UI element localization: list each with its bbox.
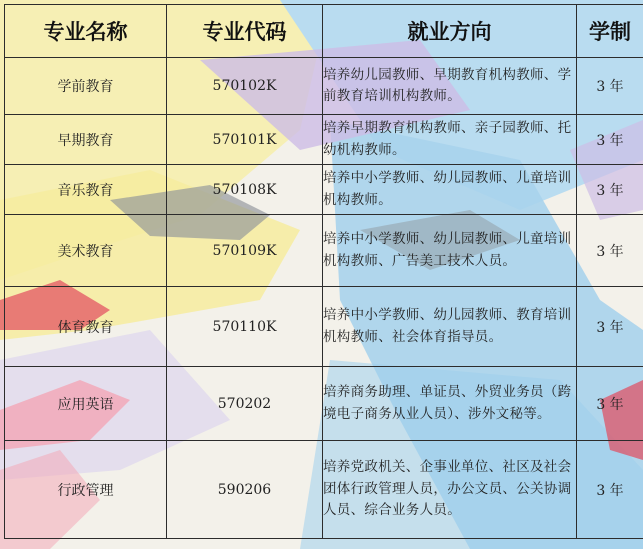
major-table [4,4,643,539]
major-code-cell: 590206 [167,441,323,539]
major-name-cell: 应用英语 [5,367,167,441]
header-major-code: 专业代码 [167,5,323,58]
table-row [5,287,643,367]
duration-cell: 3 年 [577,367,643,441]
major-name-cell: 早期教育 [5,115,167,165]
direction-cell: 培养商务助理、单证员、外贸业务员（跨境电子商务从业人员）、涉外文秘等。 [323,367,577,441]
duration-cell: 3 年 [577,115,643,165]
direction-cell: 培养幼儿园教师、早期教育机构教师、学前教育培训机构教师。 [323,58,577,115]
table-row [5,441,643,539]
major-code-cell: 570110K [167,287,323,367]
major-code-cell: 570109K [167,215,323,287]
major-name-cell: 音乐教育 [5,165,167,215]
major-name-cell: 学前教育 [5,58,167,115]
header-employment-direction: 就业方向 [323,5,577,58]
major-code-cell: 570101K [167,115,323,165]
duration-cell: 3 年 [577,58,643,115]
major-code-cell: 570102K [167,58,323,115]
direction-cell: 培养党政机关、企事业单位、社区及社会团体行政管理人员，办公文员、公关协调人员、综合业务人员。 [323,441,577,539]
duration-cell: 3 年 [577,215,643,287]
table-row [5,215,643,287]
duration-cell: 3 年 [577,441,643,539]
direction-cell: 培养中小学教师、幼儿园教师、儿童培训机构教师。 [323,165,577,215]
table-row [5,165,643,215]
major-name-cell: 行政管理 [5,441,167,539]
direction-cell: 培养中小学教师、幼儿园教师、教育培训机构教师、社会体育指导员。 [323,287,577,367]
header-major-name: 专业名称 [5,5,167,58]
table-row [5,115,643,165]
duration-cell: 3 年 [577,165,643,215]
major-name-cell: 美术教育 [5,215,167,287]
major-code-cell: 570108K [167,165,323,215]
direction-cell: 培养早期教育机构教师、亲子园教师、托幼机构教师。 [323,115,577,165]
header-duration: 学制 [577,5,643,58]
table-row [5,367,643,441]
table-row [5,58,643,115]
table-header-row [5,5,643,58]
duration-cell: 3 年 [577,287,643,367]
major-code-cell: 570202 [167,367,323,441]
major-name-cell: 体育教育 [5,287,167,367]
direction-cell: 培养中小学教师、幼儿园教师、儿童培训机构教师、广告美工技术人员。 [323,215,577,287]
